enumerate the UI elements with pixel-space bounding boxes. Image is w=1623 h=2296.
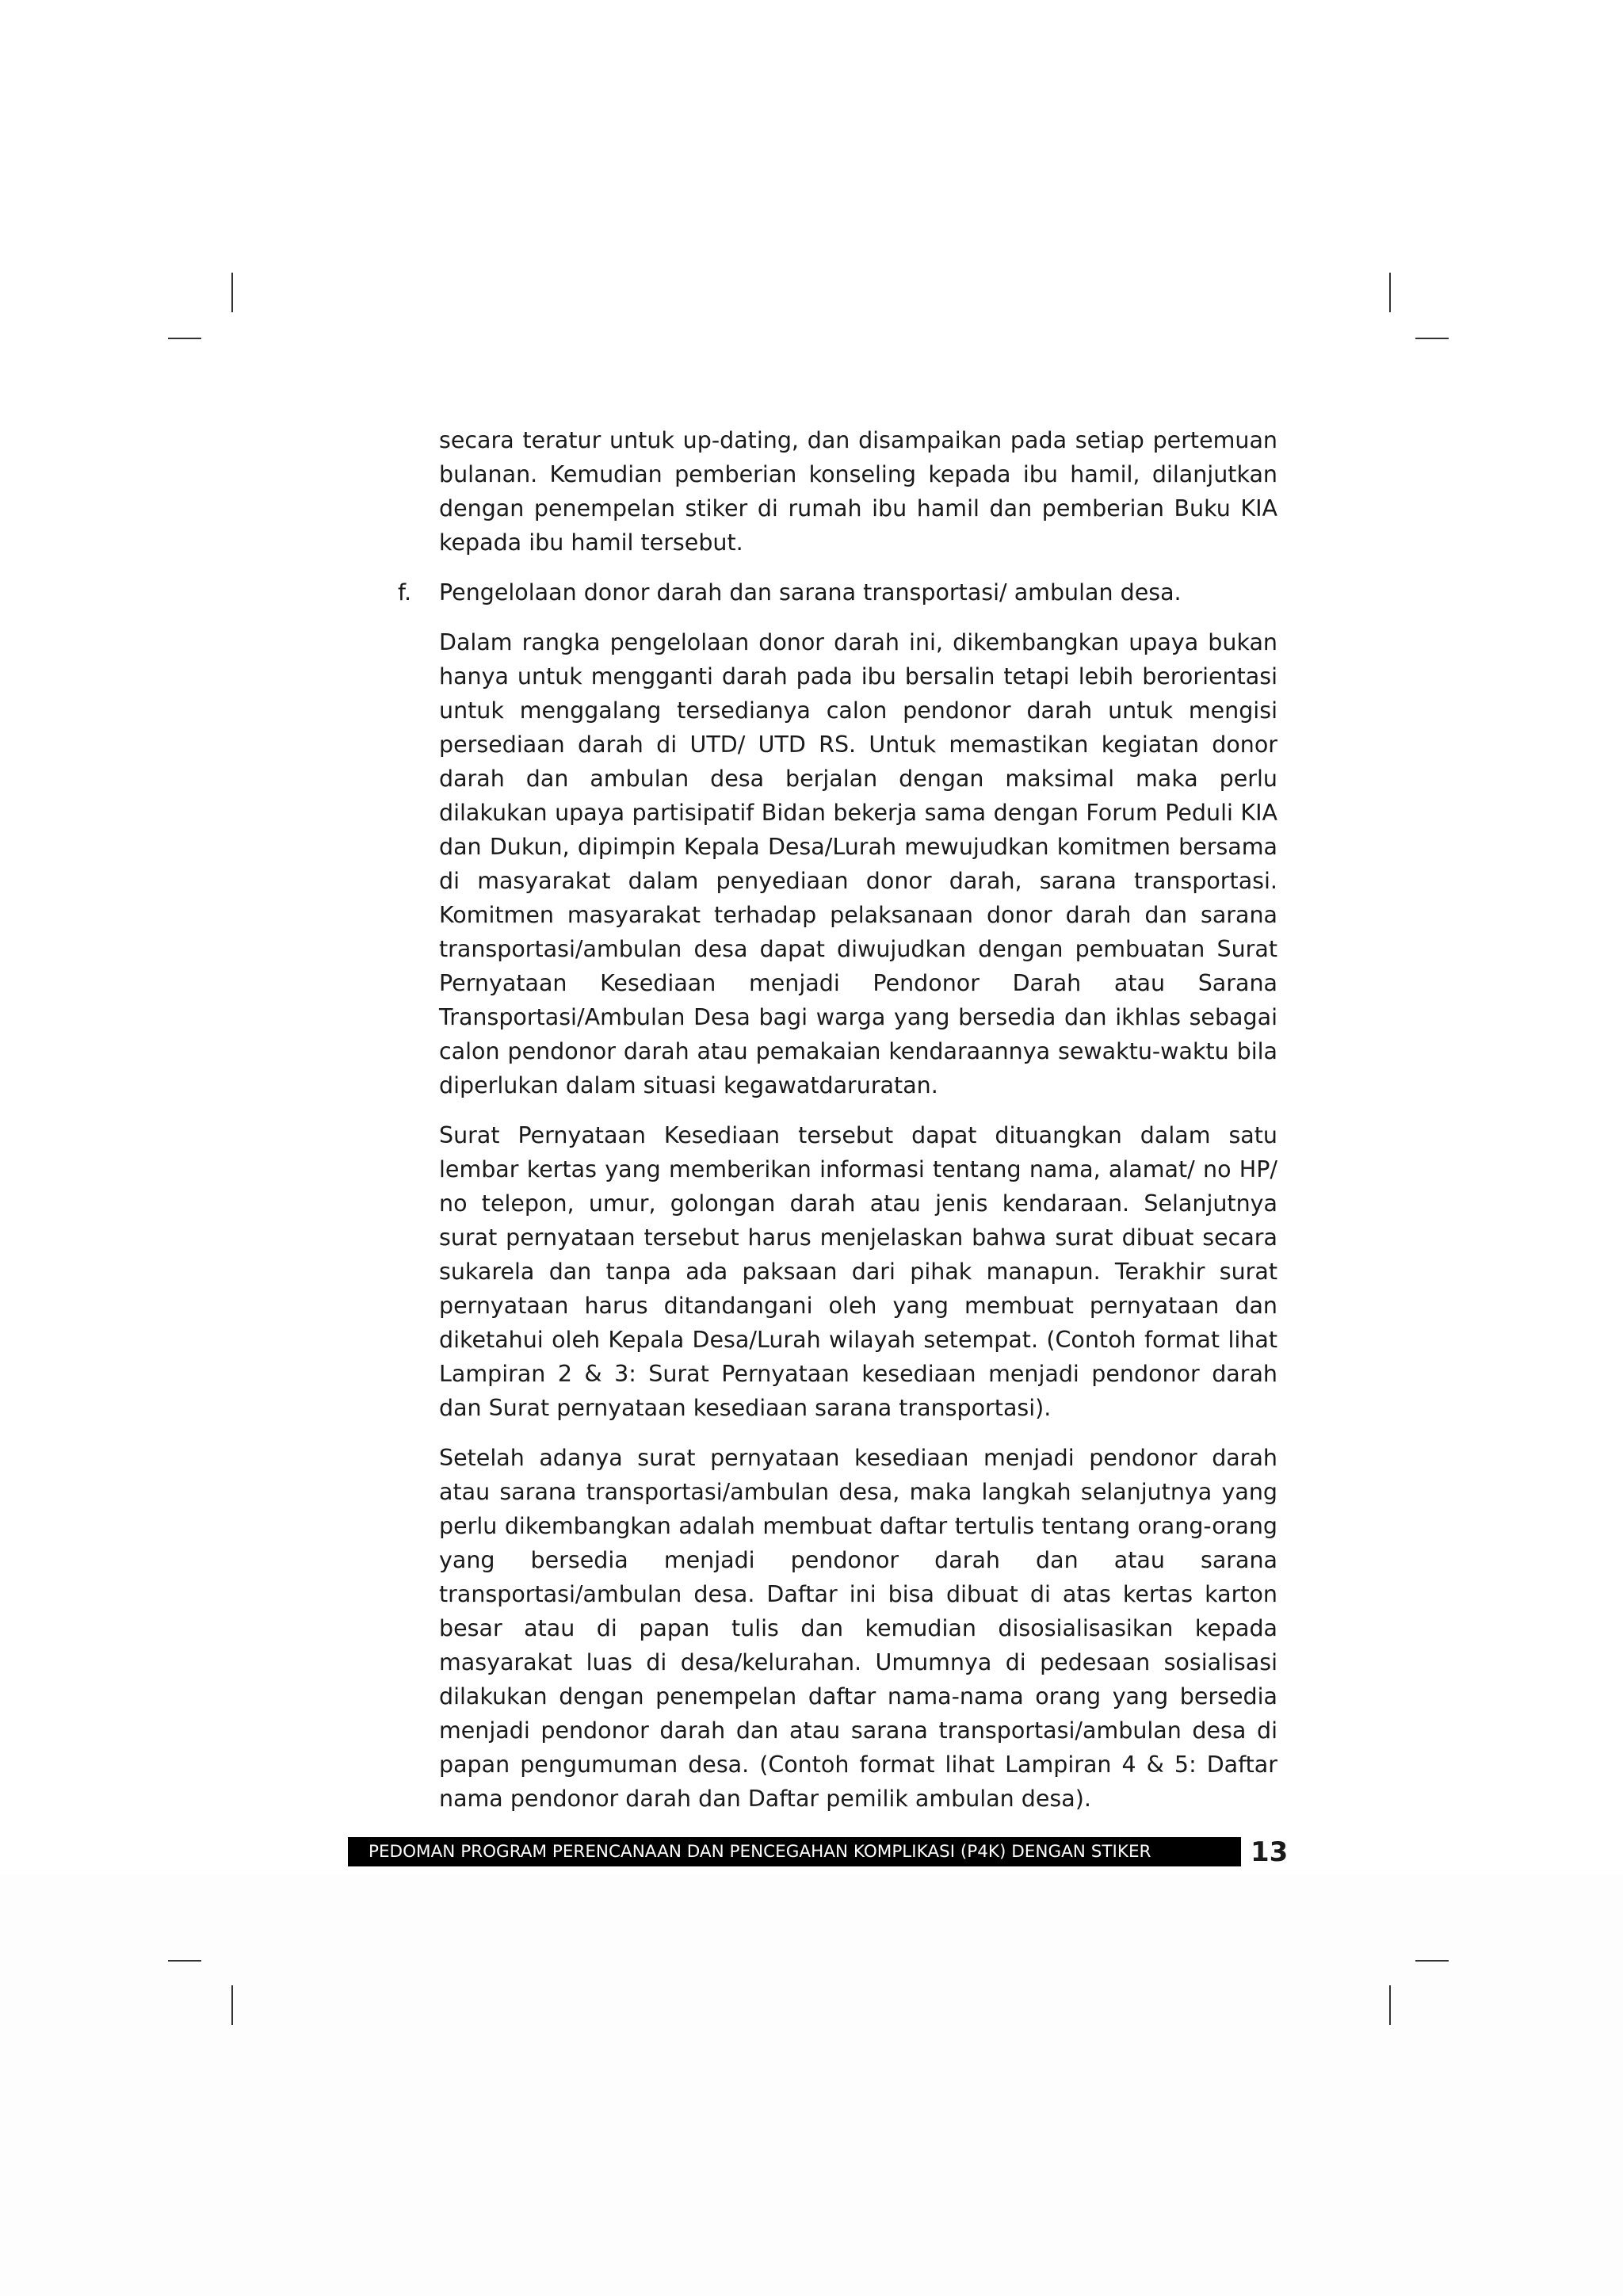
- paragraph-daftar: Setelah adanya surat pernyataan kesediaan menjadi pendonor darah atau sarana transportasi/ambulan desa, maka langkah selanjutnya yang perlu dikembangkan adalah membuat daftar tertulis tentang orang-orang yang bersedia menjadi pendonor darah dan atau sarana transportasi/ambulan desa. Daftar ini bisa dibuat di atas kertas karton besar atau di papan tulis dan kemudian disosialisasikan kepada masyarakat luas di desa/kelurahan. Umumnya di pedesaan sosialisasi dilakukan dengan penempelan daftar nama-nama orang yang bersedia menjadi pendonor darah dan atau sarana transportasi/ambulan desa di papan pengumuman desa. (Contoh format lihat Lampiran 4 & 5: Daftar nama pendonor darah dan Daftar pemilik ambulan desa).: [439, 1445, 1277, 1812]
- crop-mark-top-right-vertical: [1389, 273, 1391, 312]
- crop-mark-top-right-horizontal: [1415, 338, 1449, 339]
- list-item-heading: Pengelolaan donor darah dan sarana transportasi/ ambulan desa.: [439, 579, 1182, 606]
- paragraph-donor-darah: Dalam rangka pengelolaan donor darah ini, dikembangkan upaya bukan hanya untuk mengganti darah pada ibu bersalin tetapi lebih berorientasi untuk menggalang tersedianya calon pendonor darah untuk mengisi persediaan darah di UTD/ UTD RS. Untuk memastikan kegiatan donor darah dan ambulan desa berjalan dengan maksimal maka perlu dilakukan upaya partisipatif Bidan bekerja sama dengan Forum Peduli KIA dan Dukun, dipimpin Kepala Desa/Lurah mewujudkan komitmen bersama di masyarakat dalam penyediaan donor darah, sarana transportasi. Komitmen masyarakat terhadap pelaksanaan donor darah dan sarana transportasi/ambulan desa dapat diwujudkan dengan pembuatan Surat Pernyataan Kesediaan menjadi Pendonor Darah atau Sarana Transportasi/Ambulan Desa bagi warga yang bersedia dan ikhlas sebagai calon pendonor darah atau pemakaian kendaraannya sewaktu-waktu bila diperlukan dalam situasi kegawatdaruratan.: [439, 629, 1277, 1098]
- lower-page-area: [0, 1875, 1623, 2296]
- crop-mark-top-left-vertical: [231, 273, 233, 312]
- crop-mark-top-left-horizontal: [168, 338, 201, 339]
- page-number: 13: [1251, 1836, 1289, 1868]
- page-body: [398, 423, 1277, 1832]
- crop-mark-bottom-right-horizontal: [1415, 1960, 1449, 1962]
- intro-paragraph: secara teratur untuk up-dating, dan disampaikan pada setiap pertemuan bulanan. Kemudian pemberian konseling kepada ibu hamil, dilanjutkan dengan penempelan stiker di rumah ibu hamil dan pemberian Buku KIA kepada ibu hamil tersebut.: [439, 427, 1277, 556]
- crop-mark-bottom-left-horizontal: [168, 1960, 201, 1962]
- list-item-marker: f.: [398, 579, 412, 606]
- paragraph-surat-pernyataan: Surat Pernyataan Kesediaan tersebut dapat dituangkan dalam satu lembar kertas yang memberikan informasi tentang nama, alamat/ no HP/ no telepon, umur, golongan darah atau jenis kendaraan. Selanjutnya surat pernyataan tersebut harus menjelaskan bahwa surat dibuat secara sukarela dan tanpa ada paksaan dari pihak manapun. Terakhir surat pernyataan harus ditandangani oleh yang membuat pernyataan dan diketahui oleh Kepala Desa/Lurah wilayah setempat. (Contoh format lihat Lampiran 2 & 3: Surat Pernyataan kesediaan menjadi pendonor darah dan Surat pernyataan kesediaan sarana transportasi).: [439, 1122, 1277, 1421]
- list-item-f: [398, 575, 1277, 1816]
- running-title: PEDOMAN PROGRAM PERENCANAAN DAN PENCEGAHAN KOMPLIKASI (P4K) DENGAN STIKER: [369, 1842, 1151, 1862]
- crop-mark-bottom-left-vertical: [231, 1985, 233, 2025]
- footer-bar: [348, 1837, 1241, 1866]
- crop-mark-bottom-right-vertical: [1389, 1985, 1391, 2025]
